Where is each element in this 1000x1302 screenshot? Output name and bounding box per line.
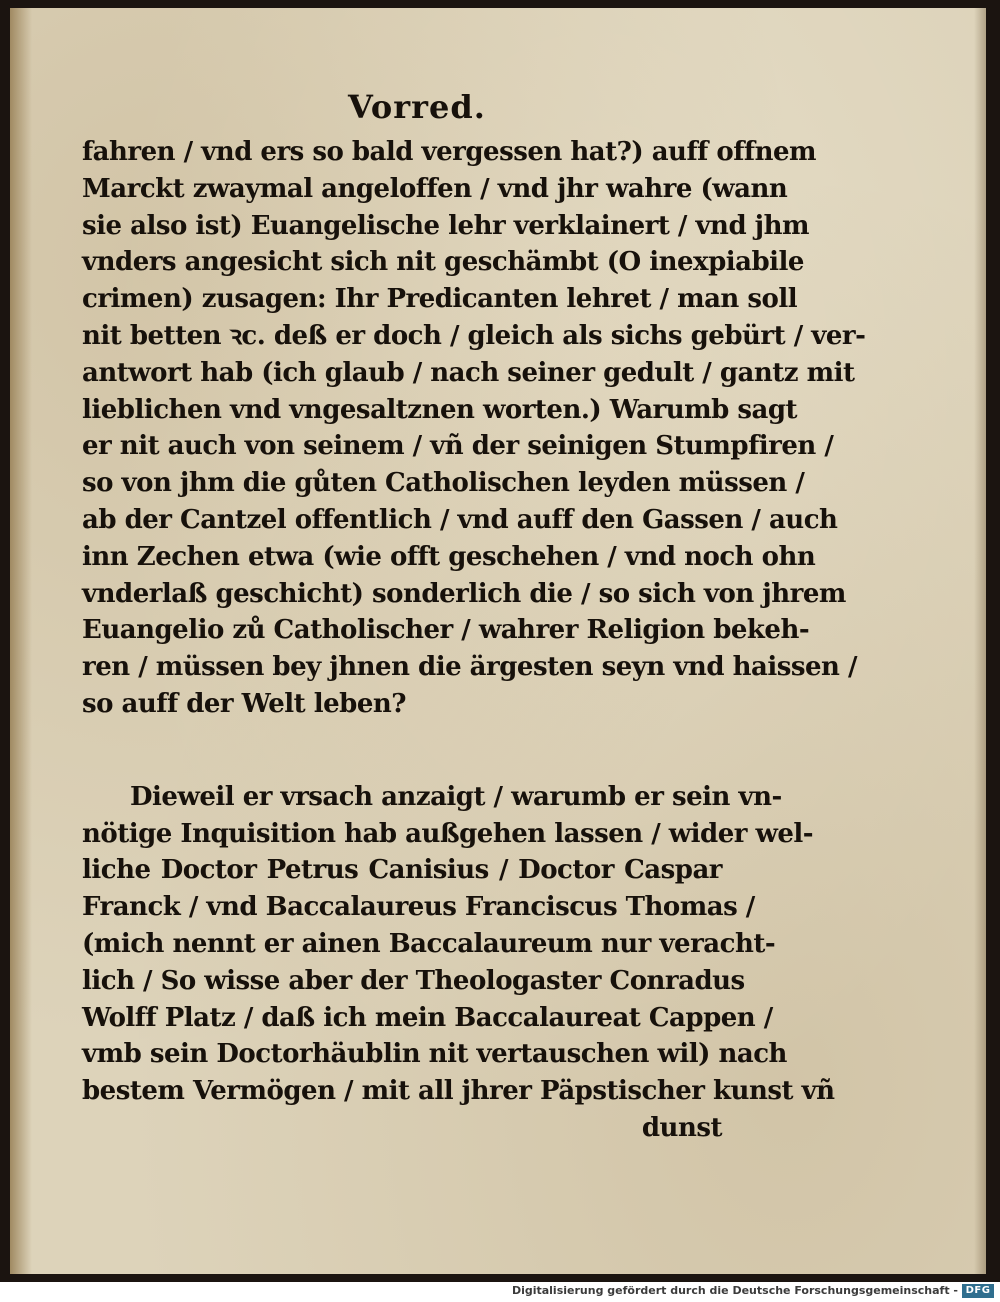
text-line: sie also ist) Euangelische lehr verklainert / vnd jhm [82,210,810,241]
text-line: nit betten ꝛc. deß er doch / gleich als sichs gebürt / ver- [82,320,866,351]
text-line: er nit auch von seinem / vñ der seinigen Stumpfiren / [82,431,834,462]
text-line: vnderlaß geschicht) sonderlich die / so sich von jhrem [82,578,846,609]
page-header: Vorred. [348,88,486,126]
text-line: so auff der Welt leben? [82,688,407,719]
text-line: Dieweil er vrsach anzaigt / warumb er sein vn- [130,781,782,812]
page-gutter-shadow [10,8,32,1274]
text-line: ren / müssen bey jhnen die ärgesten seyn vnd haissen / [82,652,857,683]
text-line: lich / So wisse aber der Theologaster Conradus [82,965,745,996]
paragraph-2 [82,779,835,1147]
text-line: liche Doctor Petrus Canisius / Doctor Caspar [82,855,722,886]
text-line: antwort hab (ich glaub / nach seiner gedult / gantz mit [82,357,855,388]
paragraph-gap [82,723,722,779]
dfg-logo-icon: DFG [962,1284,994,1298]
funding-credit: Digitalisierung gefördert durch die Deutsche Forschungsgemeinschaft - [511,1284,958,1297]
text-line: ab der Cantzel offentlich / vnd auff den Gassen / auch [82,504,838,535]
text-line: vmb sein Doctorhäublin nit vertauschen wil) nach [82,1039,787,1070]
text-line: Franck / vnd Baccalaureus Franciscus Thomas / [82,892,755,923]
text-line: fahren / vnd ers so bald vergessen hat?) auff offnem [82,137,817,167]
text-line: bestem Vermögen / mit all jhrer Päpstischer kunst vñ [82,1076,835,1107]
text-line: inn Zechen etwa (wie offt geschehen / vnd noch ohn [82,541,816,572]
text-line: Marckt zwaymal angeloffen / vnd jhr wahre (wann [82,173,788,204]
text-line: vnders angesicht sich nit geschämbt (O inexpiabile [82,247,804,278]
text-block [82,134,866,1147]
catchword: dunst [641,1112,722,1143]
page-edge-shadow [974,8,986,1274]
text-line: crimen) zusagen: Ihr Predicanten lehret / man soll [82,284,798,315]
text-line: lieblichen vnd vngesaltznen worten.) Warumb sagt [82,394,798,425]
text-line: nötige Inquisition hab außgehen lassen / wider wel- [82,818,814,849]
book-page [10,8,986,1274]
text-line: Euangelio zů Catholischer / wahrer Religion bekeh- [82,615,810,646]
text-line: so von jhm die gůten Catholischen leyden müssen / [82,468,805,499]
text-line: Wolff Platz / daß ich mein Baccalaureat Cappen / [82,1002,773,1033]
paragraph-1 [82,134,866,723]
text-line: (mich nennt er ainen Baccalaureum nur veracht- [82,928,776,959]
